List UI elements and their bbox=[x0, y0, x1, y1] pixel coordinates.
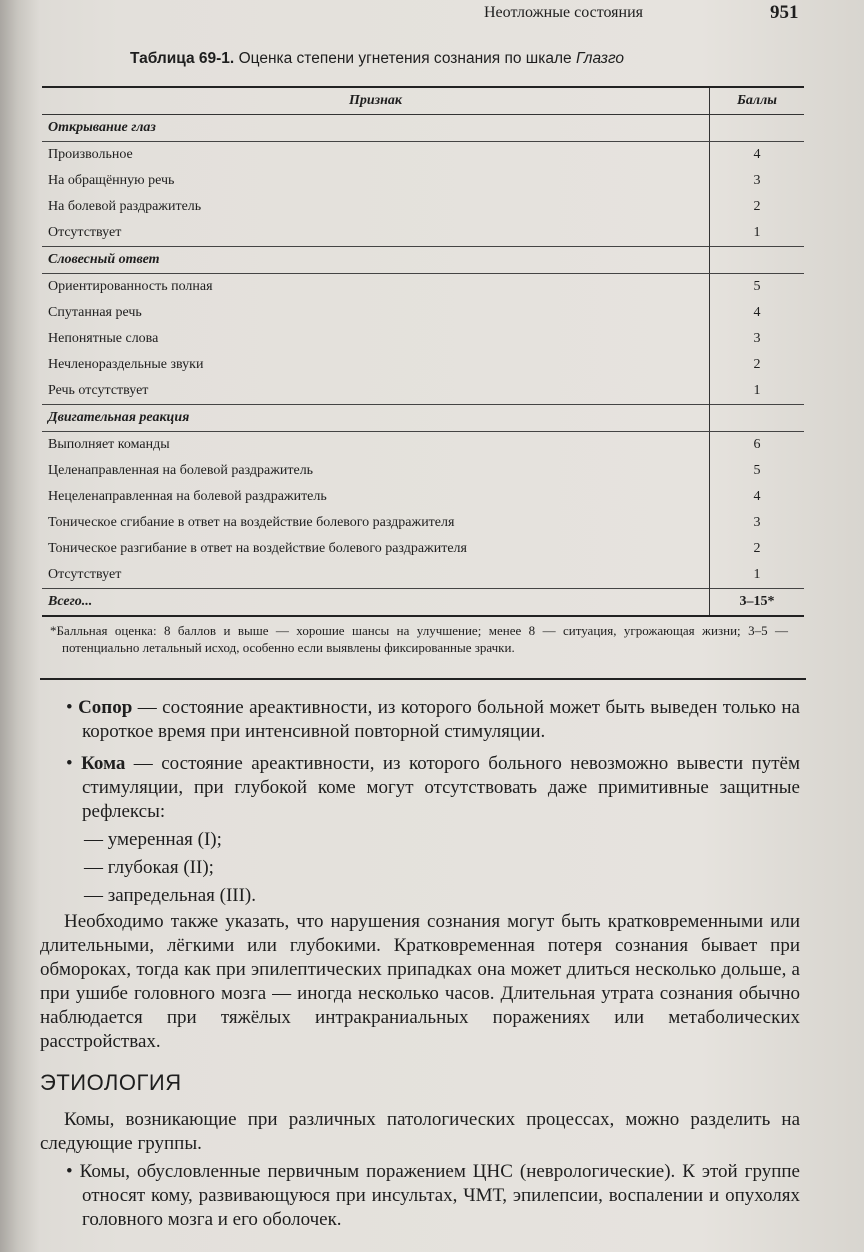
section-title: Двигательная реакция bbox=[42, 405, 710, 432]
table-caption bbox=[130, 50, 790, 68]
row-score: 4 bbox=[710, 300, 805, 326]
coma-level-3: — запредельная (III). bbox=[84, 885, 257, 906]
row-label: Нецеленаправленная на болевой раздражитель bbox=[48, 489, 327, 504]
table-row bbox=[42, 562, 804, 589]
row-score: 3 bbox=[710, 510, 805, 536]
table-caption-italic: Глазго bbox=[575, 50, 625, 67]
table-footnote bbox=[48, 622, 788, 656]
page-number: 951 bbox=[770, 2, 799, 23]
definition-sopor: — состояние ареактивности, из которого больной может быть выведен только на короткое время при интенсивной повторной стимуляции. bbox=[82, 697, 800, 742]
table-row bbox=[42, 510, 804, 536]
table-row bbox=[42, 194, 804, 220]
definitions-list bbox=[62, 696, 800, 908]
table-section-row bbox=[42, 247, 804, 274]
table-row bbox=[42, 142, 804, 169]
coma-level-1: — умеренная (I); bbox=[84, 829, 222, 850]
row-score: 3 bbox=[710, 326, 805, 352]
etiology-bullet-text: Комы, обусловленные первичным поражением ЦНС (неврологические). К этой группе относят кому, развивающуюся при инсультах, ЧМТ, эпилепсии, воспалении и опухолях головного мозга и его оболочек. bbox=[79, 1161, 800, 1230]
table-caption-text: Оценка степени угнетения сознания по шкале bbox=[238, 50, 572, 67]
term-coma: Кома bbox=[81, 753, 126, 774]
row-label: Тоническое разгибание в ответ на воздействие болевого раздражителя bbox=[48, 541, 467, 556]
section-score-empty bbox=[710, 405, 805, 432]
list-item-coma: • Кома — состояние ареактивности, из которого больного невозможно вывести путём стимуляции, при глубокой коме могут отсутствовать даже примитивные защитные рефлексы: bbox=[66, 753, 801, 822]
table-row bbox=[42, 326, 804, 352]
row-score: 2 bbox=[710, 194, 805, 220]
total-label: Всего... bbox=[42, 589, 710, 617]
row-label: Непонятные слова bbox=[48, 331, 159, 346]
table-row bbox=[42, 168, 804, 194]
table-caption-label: Таблица 69-1. bbox=[130, 50, 235, 67]
list-item-neurological-coma: • Комы, обусловленные первичным поражением ЦНС (неврологические). К этой группе относят кому, развивающуюся при инсультах, ЧМТ, эпилепсии, воспалении и опухолях головного мозга и его оболочек. bbox=[66, 1161, 800, 1230]
row-label: Речь отсутствует bbox=[48, 383, 149, 398]
row-score: 4 bbox=[710, 484, 805, 510]
footnote-text: *Балльная оценка: 8 баллов и выше — хорошие шансы на улучшение; менее 8 — ситуация, угрожающая жизни; 3–5 — потенциально летальный исход, особенно если выявлены фиксированные зрачки. bbox=[50, 623, 788, 655]
table-row bbox=[42, 378, 804, 405]
table-row bbox=[42, 300, 804, 326]
row-label: На обращённую речь bbox=[48, 173, 175, 188]
table-row bbox=[42, 484, 804, 510]
row-score: 2 bbox=[710, 352, 805, 378]
row-label: Целенаправленная на болевой раздражитель bbox=[48, 463, 314, 478]
table-row bbox=[42, 536, 804, 562]
table-row bbox=[42, 458, 804, 484]
row-label: Тоническое сгибание в ответ на воздействие болевого раздражителя bbox=[48, 515, 455, 530]
row-label: Спутанная речь bbox=[48, 305, 142, 320]
section-score-empty bbox=[710, 115, 805, 142]
section-title: Словесный ответ bbox=[42, 247, 710, 274]
row-score: 2 bbox=[710, 536, 805, 562]
running-title: Неотложные состояния bbox=[484, 4, 644, 21]
definition-coma: — состояние ареактивности, из которого больного невозможно вывести путём стимуляции, при глубокой коме могут отсутствовать даже примитивные защитные рефлексы: bbox=[82, 753, 801, 822]
etiology-intro: Комы, возникающие при различных патологических процессах, можно разделить на следующие группы. bbox=[40, 1109, 800, 1154]
row-label: Ориентированность полная bbox=[48, 279, 213, 294]
table-total-row bbox=[42, 589, 804, 617]
term-sopor: Сопор bbox=[78, 697, 133, 718]
paragraph-consciousness: Необходимо также указать, что нарушения сознания могут быть кратковременными или длительными, лёгкими или глубокими. Кратковременная потеря сознания бывает при обмороках, тогда как при эпилептических припадках она может длиться несколько дольше, а при ушибе головного мозга — иногда несколько часов. Длительная утрата сознания обычно наблюдается при тяжёлых интракраниальных поражениях или метаболических расстройствах. bbox=[40, 911, 800, 1052]
table-row bbox=[42, 352, 804, 378]
table-body bbox=[42, 115, 804, 617]
column-header-sign: Признак bbox=[42, 87, 710, 115]
row-score: 1 bbox=[710, 562, 805, 589]
table-section-row bbox=[42, 405, 804, 432]
total-score: 3–15* bbox=[710, 589, 805, 617]
coma-level-2: — глубокая (II); bbox=[84, 857, 214, 878]
row-score: 3 bbox=[710, 168, 805, 194]
row-score: 4 bbox=[710, 142, 805, 169]
list-item-sopor: • Сопор — состояние ареактивности, из которого больной может быть выведен только на короткое время при интенсивной повторной стимуляции. bbox=[66, 697, 800, 742]
row-score: 1 bbox=[710, 378, 805, 405]
table-row bbox=[42, 220, 804, 247]
row-score: 5 bbox=[710, 274, 805, 301]
section-heading-etiology: ЭТИОЛОГИЯ bbox=[40, 1070, 182, 1095]
section-title: Открывание глаз bbox=[42, 115, 710, 142]
row-label: На болевой раздражитель bbox=[48, 199, 202, 214]
row-label: Отсутствует bbox=[48, 567, 122, 582]
row-label: Произвольное bbox=[48, 147, 133, 162]
glasgow-scale-table bbox=[42, 86, 804, 617]
row-label: Отсутствует bbox=[48, 225, 122, 240]
row-score: 1 bbox=[710, 220, 805, 247]
table-bottom-rule bbox=[40, 678, 806, 680]
column-header-score: Баллы bbox=[710, 87, 805, 115]
table-row bbox=[42, 432, 804, 459]
etiology-list bbox=[62, 1160, 800, 1232]
row-score: 5 bbox=[710, 458, 805, 484]
row-label: Нечленораздельные звуки bbox=[48, 357, 204, 372]
table-row bbox=[42, 274, 804, 301]
table-section-row bbox=[42, 115, 804, 142]
row-score: 6 bbox=[710, 432, 805, 459]
row-label: Выполняет команды bbox=[48, 437, 170, 452]
section-score-empty bbox=[710, 247, 805, 274]
